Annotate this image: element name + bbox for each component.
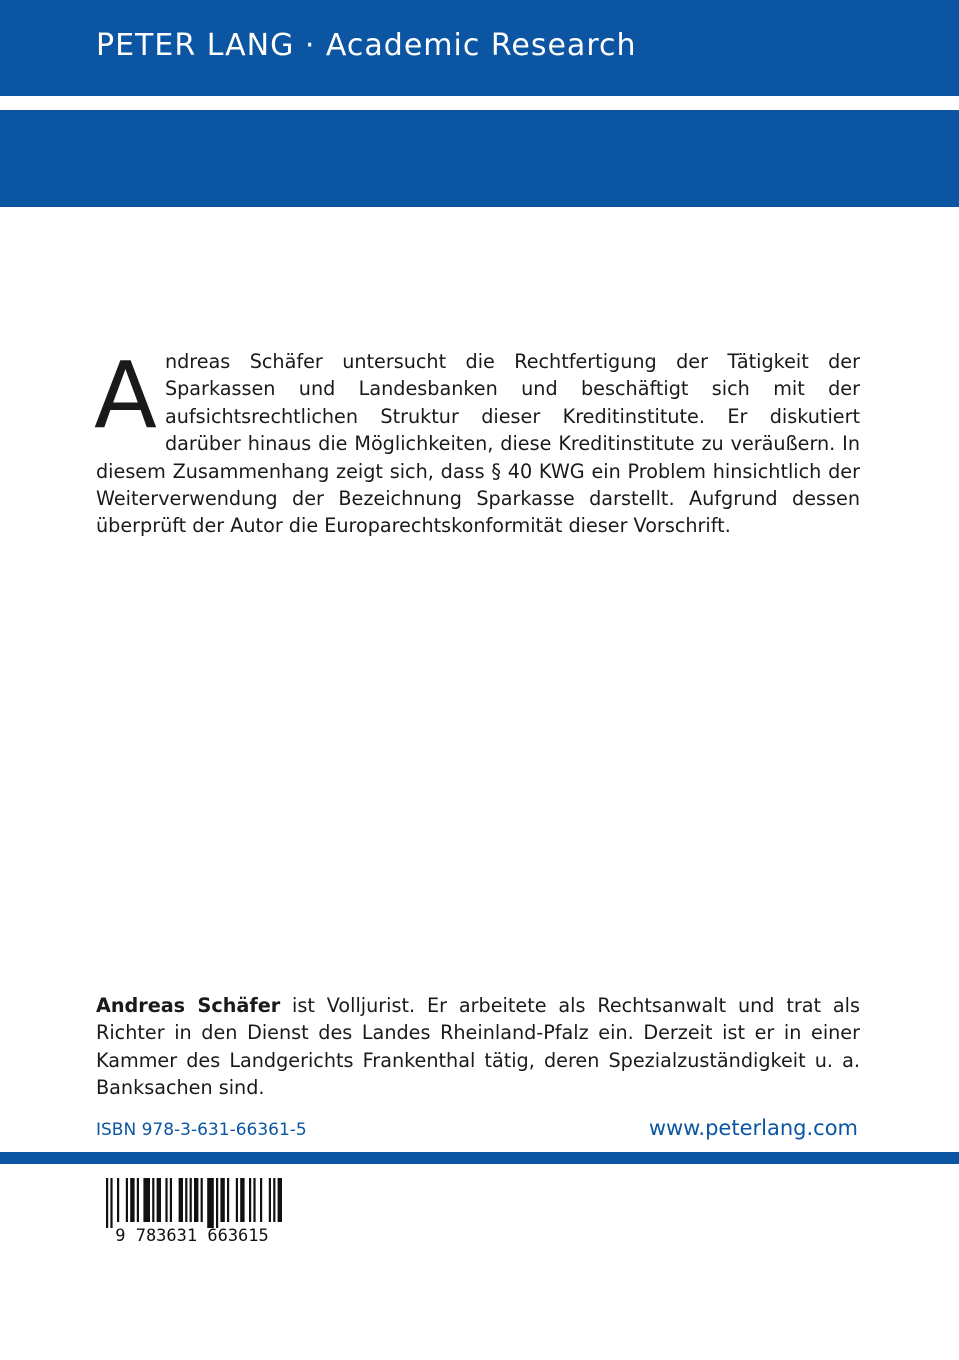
barcode-bar xyxy=(190,1178,192,1222)
barcode-bar xyxy=(273,1178,275,1222)
barcode-bar xyxy=(269,1178,271,1222)
barcode-bar xyxy=(194,1178,198,1222)
barcode-bar xyxy=(227,1178,229,1222)
barcode-bar xyxy=(143,1178,150,1222)
barcode-bar xyxy=(165,1178,167,1222)
book-blurb xyxy=(94,342,860,540)
header-band xyxy=(0,0,959,96)
isbn-label: ISBN 978-3-631-66361-5 xyxy=(96,1120,307,1140)
publisher-title: PETER LANG · Academic Research xyxy=(96,28,637,63)
website-link[interactable]: www.peterlang.com xyxy=(648,1116,858,1140)
barcode-bar xyxy=(152,1178,154,1222)
barcode-bar xyxy=(260,1178,262,1222)
isbn-barcode xyxy=(94,1178,290,1244)
barcode-bar xyxy=(216,1178,218,1228)
barcode-bar xyxy=(130,1178,134,1222)
drop-cap: A xyxy=(94,342,157,449)
barcode-bar xyxy=(126,1178,128,1222)
barcode-bar xyxy=(157,1178,161,1222)
barcode-bar xyxy=(278,1178,282,1222)
author-bio xyxy=(96,992,860,1102)
barcode-bar xyxy=(110,1178,112,1228)
barcode-bar xyxy=(185,1178,187,1222)
barcode-bar xyxy=(117,1178,119,1222)
series-number: II / 5763 xyxy=(96,250,220,285)
barcode-bar xyxy=(240,1178,244,1222)
barcode-bars xyxy=(106,1178,282,1228)
barcode-digits: 9 783631 663615 xyxy=(115,1226,269,1244)
barcode-bar xyxy=(236,1178,238,1222)
blurb-text: ndreas Schäfer untersucht die Rechtfertigung der Tätigkeit der Sparkassen und Landesbanken und beschäftigt sich mit der aufsichtsrechtlichen Struktur dieser Kreditinstitute. Er diskutiert darüber hinaus die Möglichkeiten, diese Kreditinstitute zu veräußern. In diesem Zusammenhang zeigt sich, dass § 40 KWG ein Problem hinsichtlich der Weiterverwendung der Bezeichnung Sparkasse darstellt. Aufgrund dessen überprüft der Autor die Europarechtskonformität dieser Vorschrift. xyxy=(96,350,860,538)
barcode-bar xyxy=(253,1178,255,1222)
barcode-bar xyxy=(249,1178,251,1222)
bio-text: ist Volljurist. Er arbeitete als Rechtsanwalt und trat als Richter in den Dienst des Landes Rheinland-Pfalz ein. Derzeit ist er in einer Kammer des Landgerichts Frankenthal tätig, deren Spezialzuständigkeit u. a. Banksachen sind. xyxy=(96,994,860,1100)
barcode-bar xyxy=(170,1178,172,1222)
barcode-bar xyxy=(201,1178,203,1222)
barcode-bar xyxy=(207,1178,214,1228)
footer-rule xyxy=(0,1152,959,1164)
author-name: Andreas Schäfer xyxy=(96,994,281,1017)
barcode-bar xyxy=(106,1178,108,1228)
barcode-bar xyxy=(220,1178,224,1222)
series-band xyxy=(0,110,959,285)
barcode-bar xyxy=(137,1178,139,1222)
barcode-bar xyxy=(179,1178,183,1222)
